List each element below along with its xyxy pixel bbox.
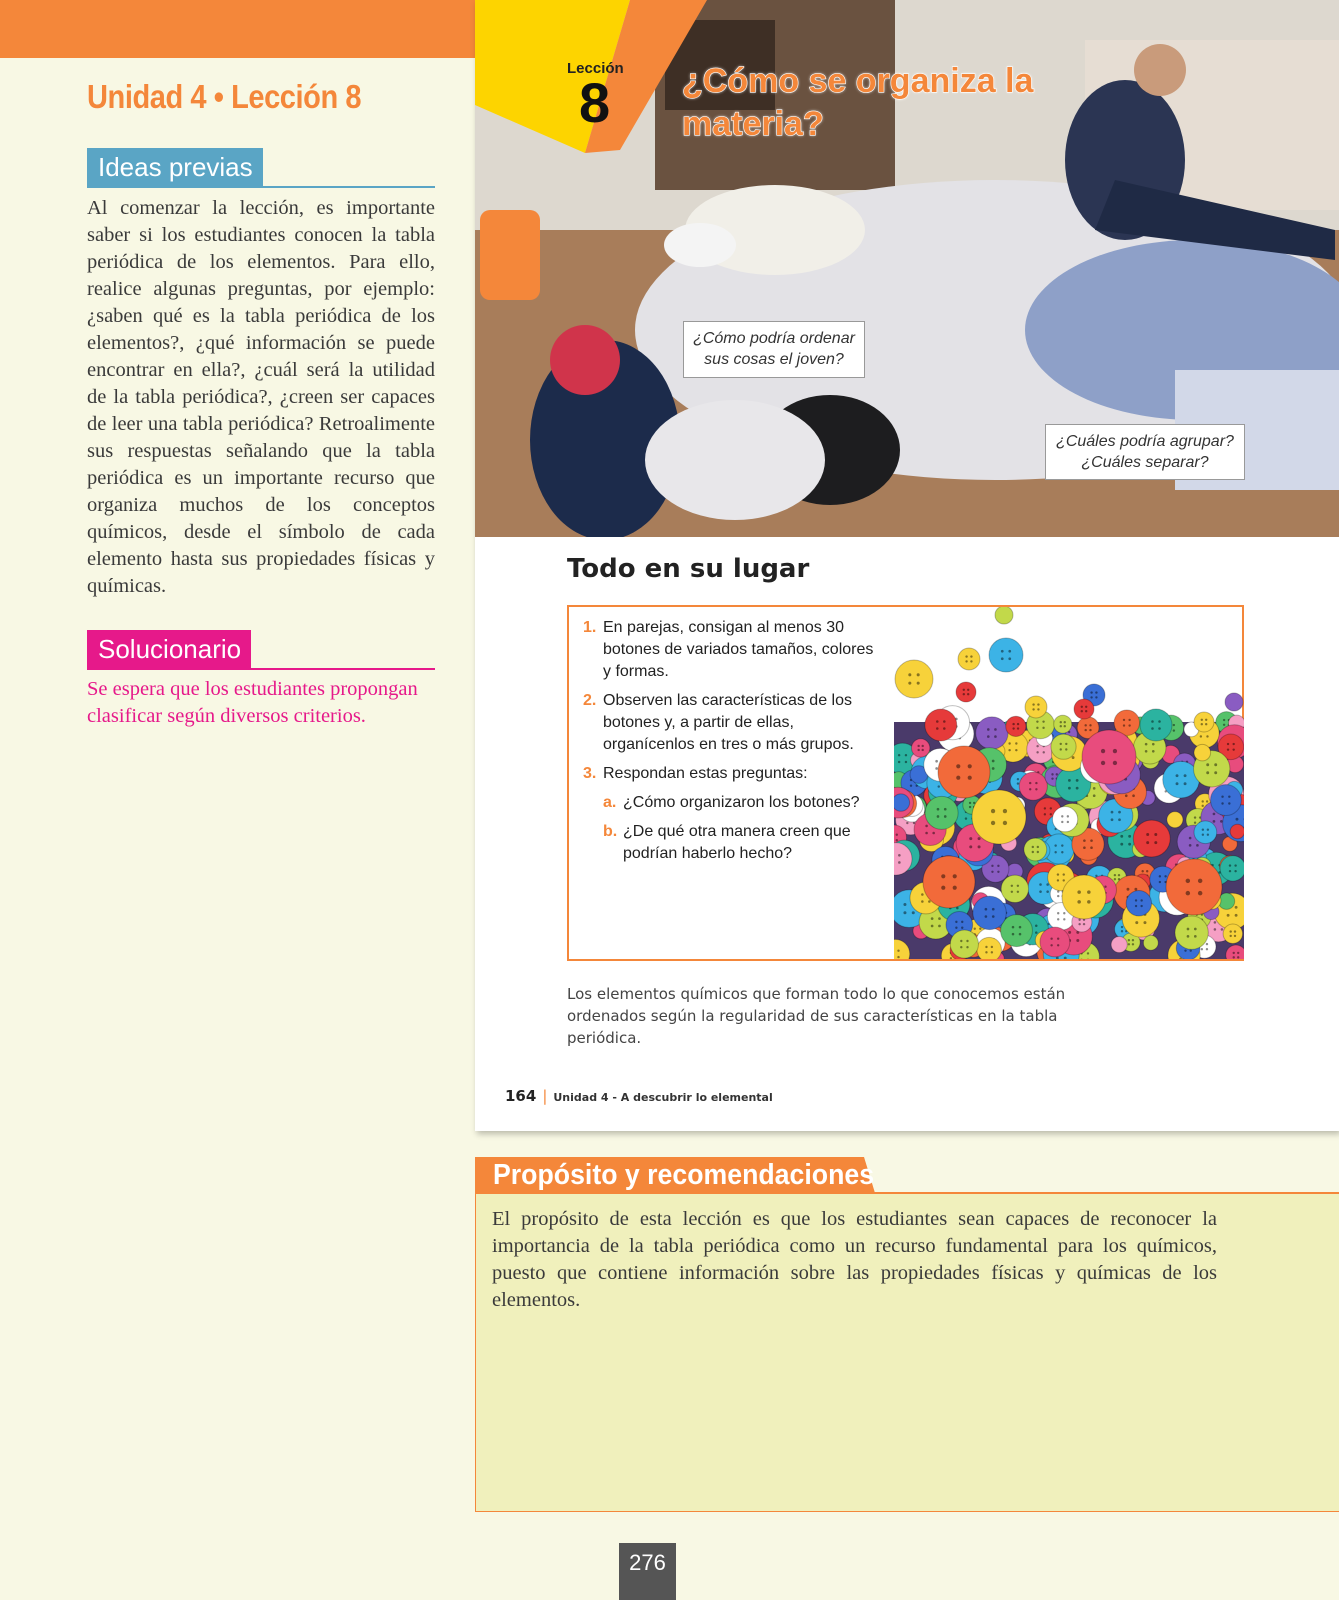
substep-letter: a. xyxy=(603,794,617,811)
solucionario-text: Se espera que los estudiantes propongan clasificar según diversos criterios. xyxy=(87,678,418,727)
callout-question: ¿Cómo podría ordenar sus cosas el joven? xyxy=(683,321,865,378)
callout-question: ¿Cuáles podría agrupar? ¿Cuáles separar? xyxy=(1045,424,1245,480)
page-footer xyxy=(505,1087,773,1105)
substep-text: ¿De qué otra manera creen que podrían haberlo hecho? xyxy=(623,823,851,862)
lesson-label: Lección xyxy=(567,60,624,77)
proposito-text: El propósito de esta lección es que los estudiantes sean capaces de reconocer la importancia de la tabla periódica como un recurso fundamental para los químicos, puesto que contiene información sobre las propiedades físicas y químicas de los elementos. xyxy=(492,1208,1217,1311)
substep-text: ¿Cómo organizaron los botones? xyxy=(623,794,860,811)
ideas-previas-heading: Ideas previas xyxy=(87,148,263,186)
proposito-header xyxy=(475,1157,1339,1193)
step-text: Respondan estas preguntas: xyxy=(603,765,808,782)
photo-messy-bedroom xyxy=(475,0,1339,537)
folio-page-number: 276 xyxy=(619,1543,676,1600)
lesson-title: ¿Cómo se organiza la materia? xyxy=(682,62,1034,143)
step-number: 2. xyxy=(583,692,597,709)
list-item xyxy=(583,690,883,756)
divider xyxy=(475,1192,1339,1194)
proposito-heading: Propósito y recomendaciones xyxy=(493,1159,875,1191)
student-book-page xyxy=(475,0,1339,1131)
step-text: En parejas, consigan al menos 30 botones de variados tamaños, colores y formas. xyxy=(603,619,874,680)
lesson-number: 8 xyxy=(579,71,611,134)
solucionario-heading: Solucionario xyxy=(87,630,251,668)
footer-unit: Unidad 4 - A descubrir lo elemental xyxy=(553,1091,773,1104)
photo-colorful-buttons xyxy=(894,607,1244,959)
list-item xyxy=(583,792,883,814)
step-number: 1. xyxy=(583,619,597,636)
footer-separator: | xyxy=(542,1087,548,1105)
page-caption: Los elementos químicos que forman todo lo que conocemos están ordenados según la regularidad de sus características en la tabla periódica. xyxy=(567,985,1066,1047)
step-text: Observen las características de los botones y, a partir de ellas, organícenlos en tres o más grupos. xyxy=(603,692,854,753)
ideas-previas-header xyxy=(87,148,435,188)
ideas-previas-text: Al comenzar la lección, es importante saber si los estudiantes conocen la tabla periódica de los elementos. Para ello, realice algunas preguntas, por ejemplo: ¿saben qué es la tabla periódica de los elementos?, ¿qué información se puede encontrar en ella?, ¿cuál será la utilidad de la tabla periódica?, ¿creen ser capaces de leer una tabla periódica? Retroalimente sus respuestas señalando que la tabla periódica es un importante recurso que organiza muchos de los conceptos químicos, desde el símbolo de cada elemento hasta sus propiedades físicas y químicas. xyxy=(87,197,435,597)
page-number: 164 xyxy=(505,1087,537,1105)
top-color-bar xyxy=(0,0,476,58)
divider xyxy=(87,186,435,188)
solucionario-header xyxy=(87,630,435,670)
activity-steps xyxy=(583,617,883,872)
list-item xyxy=(583,821,883,865)
step-number: 3. xyxy=(583,765,597,782)
list-item xyxy=(583,617,883,683)
divider xyxy=(87,668,435,670)
activity-box xyxy=(567,605,1244,961)
activity-title: Todo en su lugar xyxy=(567,554,810,584)
list-item xyxy=(583,763,883,785)
substep-letter: b. xyxy=(603,823,618,840)
unit-lesson-title: Unidad 4 • Lección 8 xyxy=(87,78,362,115)
